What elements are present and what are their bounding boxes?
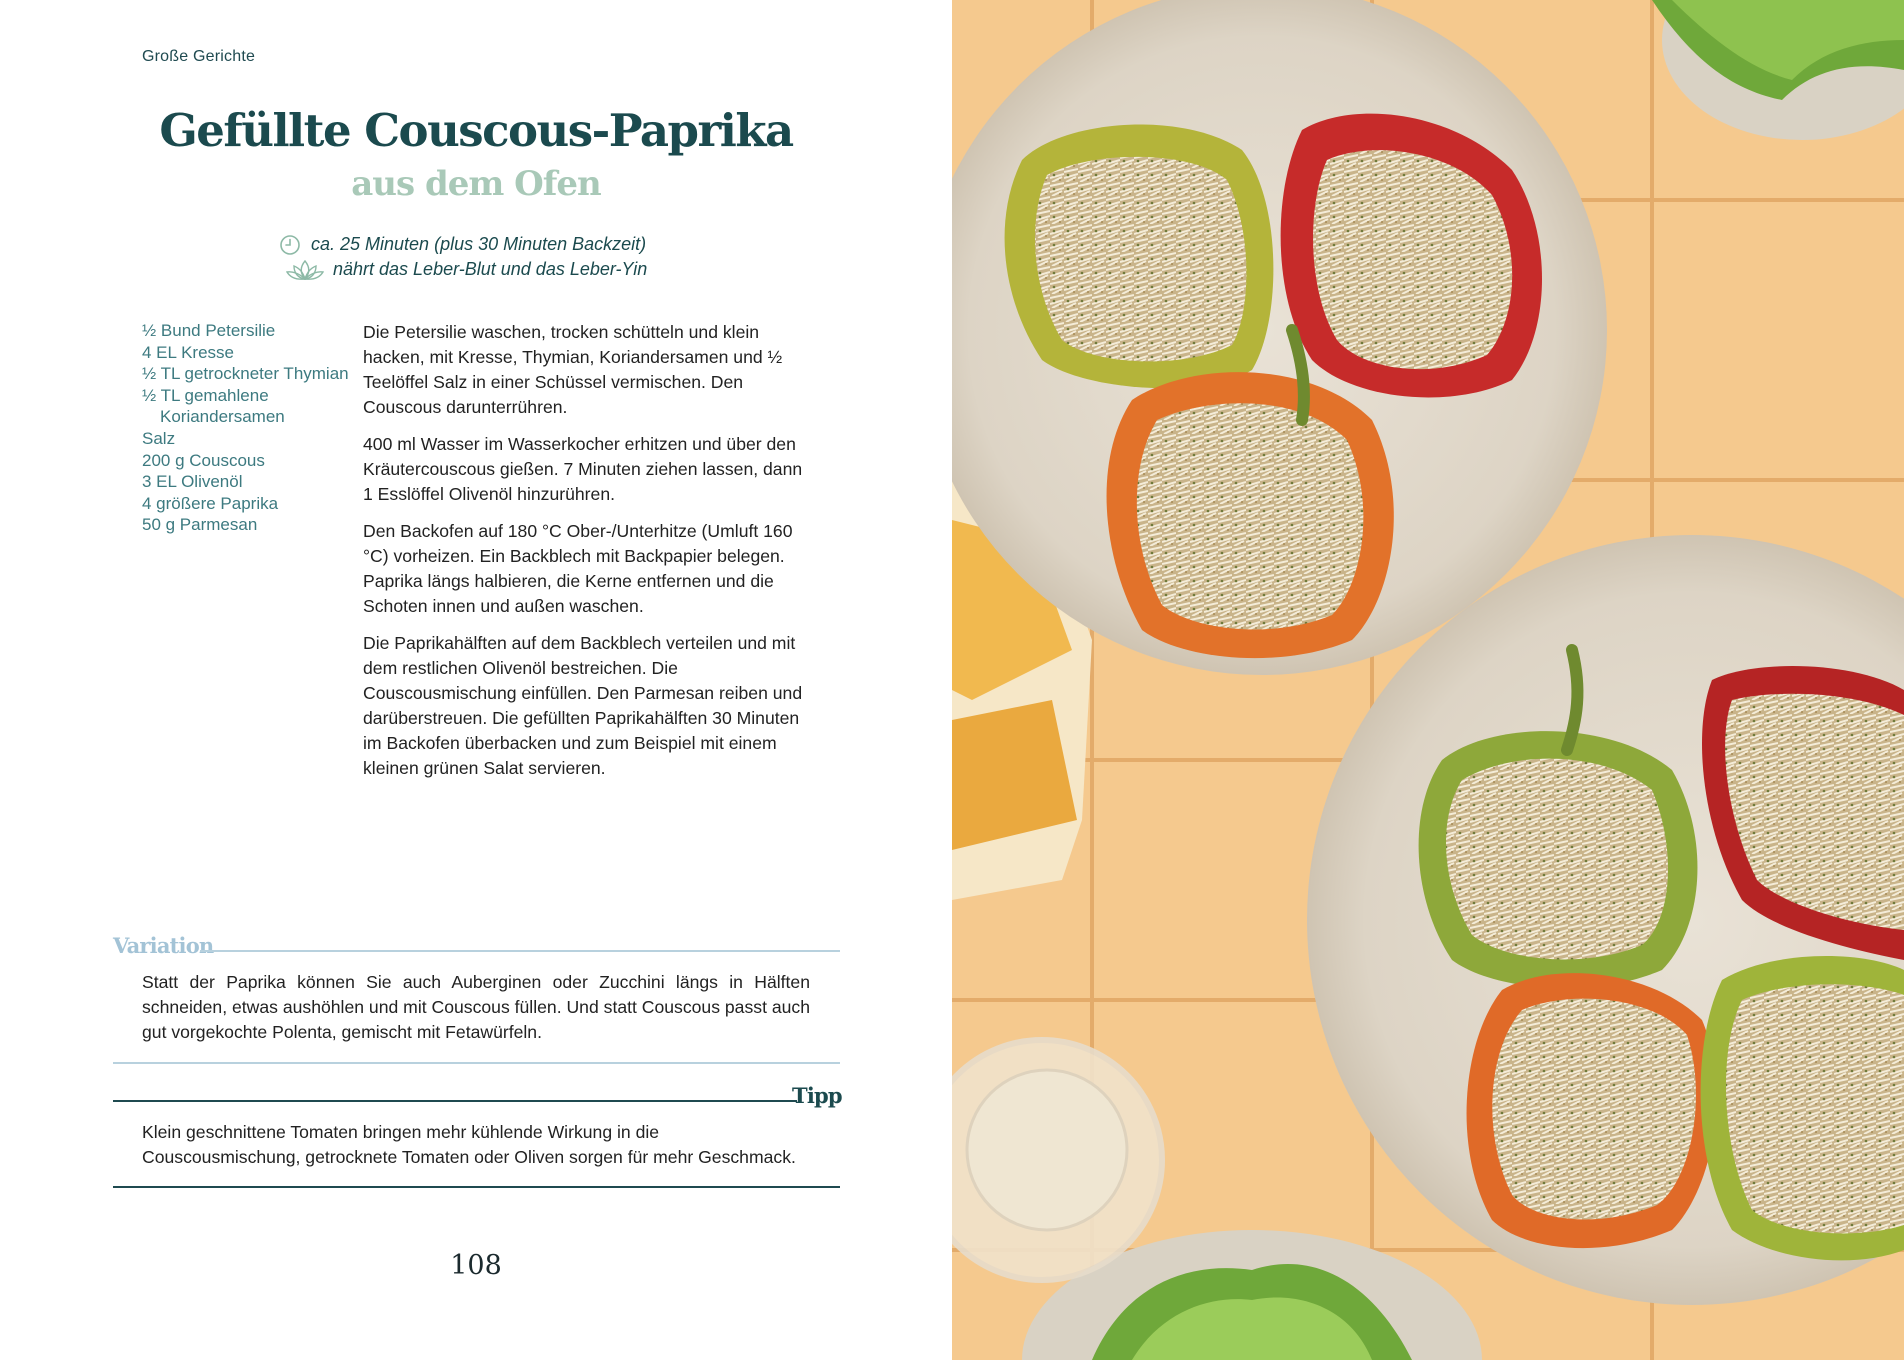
water-glass [952,1040,1162,1280]
variation-divider [200,950,840,952]
ingredient-item: ½ TL gemahlene Koriandersamen [142,385,285,427]
recipe-subtitle: aus dem Ofen [351,164,601,204]
tip-divider [113,1186,840,1188]
instructions [363,320,813,793]
instruction-step: Den Backofen auf 180 °C Ober-/Unterhitze (Umluft 160 °C) vorheizen. Ein Backblech mit Backpapier belegen. Paprika längs halbieren, die Kerne entfernen und die Schoten innen und außen waschen. [363,521,793,616]
health-effect: nährt das Leber-Blut und das Leber-Yin [333,259,648,279]
variation-heading: Variation [113,933,214,958]
stuffed-pepper-yellow [1005,125,1274,389]
variation-divider [113,1062,840,1064]
stuffed-pepper-green [1701,956,1904,1260]
tip-divider [113,1100,797,1102]
stuffed-pepper-orange [1467,973,1717,1248]
section-label: Große Gerichte [142,48,256,65]
stuffed-peppers-photo [952,0,1904,1360]
ingredient-item: 50 g Parmesan [142,515,258,535]
ingredient-item: ½ TL getrockneter Thymian [142,364,349,384]
clock-icon [279,234,301,256]
ingredient-item: ½ Bund Petersilie [142,321,276,340]
ingredient-item: 4 größere Paprika [142,493,279,513]
ingredient-item: 4 EL Kresse [142,342,234,362]
recipe-title: Gefüllte Couscous-Paprika [159,104,793,157]
ingredient-list [142,320,352,536]
tip-text: Klein geschnittene Tomaten bringen mehr kühlende Wirkung in die Couscousmischung, getrocknete Tomaten oder Oliven sorgen für mehr Geschmack. [142,1122,796,1167]
ingredient-item: 3 EL Olivenöl [142,472,243,492]
instruction-step: Die Petersilie waschen, trocken schütteln und klein hacken, mit Kresse, Thymian, Koriandersamen und ½ Teelöffel Salz in einer Schüssel vermischen. Den Couscous darunterrühren. [363,322,783,417]
tip-heading: Tipp [792,1083,842,1108]
variation-text: Statt der Paprika können Sie auch Auberginen oder Zucchini längs in Hälften schneiden, etwas aushöhlen und mit Couscous füllen. Und statt Couscous passt auch gut vorgekochte Polenta, gemischt mit Fetawürfeln. [142,972,810,1042]
cooking-time: ca. 25 Minuten (plus 30 Minuten Backzeit) [311,234,647,254]
ingredient-item: 200 g Couscous [142,450,265,470]
lotus-icon [286,258,324,282]
page-number: 108 [450,1250,502,1281]
instruction-step: 400 ml Wasser im Wasserkocher erhitzen und über den Kräutercouscous gießen. 7 Minuten ziehen lassen, dann 1 Esslöffel Olivenöl hinzurühren. [363,434,803,504]
instruction-step: Die Paprikahälften auf dem Backblech verteilen und mit dem restlichen Olivenöl bestreichen. Die Couscousmischung einfüllen. Den Parmesan reiben und darüberstreuen. Die gefüllten Paprikahälften 30 Minuten im Backofen überbacken und zum Beispiel mit einem kleinen grünen Salat servieren. [363,633,803,778]
ingredient-item: Salz [142,428,176,448]
